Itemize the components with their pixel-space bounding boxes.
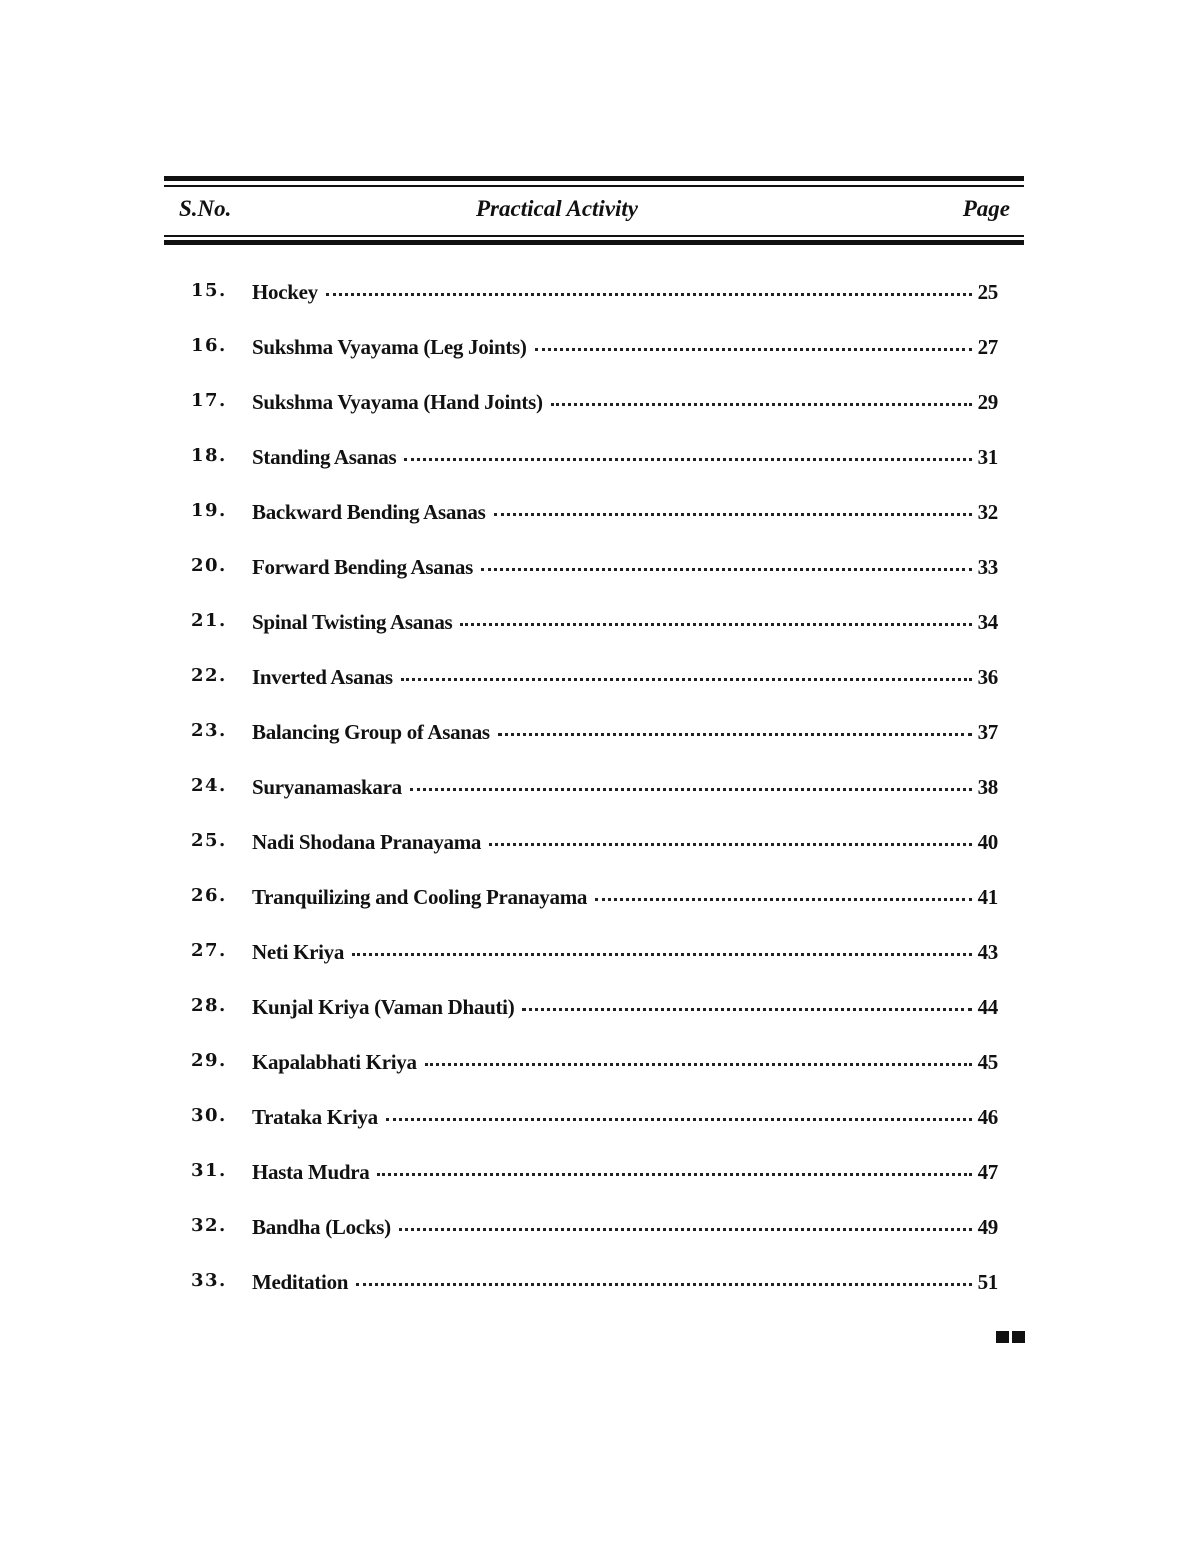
toc-entry-title: Sukshma Vyayama (Hand Joints): [252, 390, 543, 414]
toc-entry-page: 47: [977, 1160, 998, 1184]
table-of-contents: [0, 272, 1200, 1317]
toc-dot-leader: [386, 1118, 972, 1121]
toc-entry-page: 51: [977, 1270, 998, 1294]
toc-dot-leader: [401, 678, 972, 681]
toc-entry-title: Neti Kriya: [252, 940, 345, 964]
toc-entry: [0, 932, 1200, 987]
toc-entry-number: 22.: [191, 665, 227, 686]
toc-entry-line: [252, 280, 998, 305]
toc-entry: [0, 877, 1200, 932]
toc-entry-title: Forward Bending Asanas: [252, 555, 473, 579]
toc-entry-title: Inverted Asanas: [252, 665, 393, 689]
toc-dot-leader: [356, 1283, 971, 1286]
toc-entry: [0, 327, 1200, 382]
toc-dot-leader: [481, 568, 972, 571]
toc-entry-line: [252, 885, 998, 910]
toc-entry: [0, 987, 1200, 1042]
toc-entry-line: [252, 995, 998, 1020]
toc-entry-line: [252, 665, 998, 690]
header-page: Page: [962, 196, 1010, 221]
toc-entry-page: 36: [977, 665, 998, 689]
end-mark-square: [1012, 1331, 1025, 1343]
toc-entry: [0, 767, 1200, 822]
end-of-section-mark: [996, 1331, 1025, 1343]
toc-entry-page: 45: [977, 1050, 998, 1074]
toc-entry-title: Meditation: [252, 1270, 349, 1294]
toc-entry: [0, 1207, 1200, 1262]
toc-entry-page: 25: [977, 280, 998, 304]
toc-entry-title: Trataka Kriya: [252, 1105, 378, 1129]
toc-entry: [0, 1152, 1200, 1207]
toc-entry-title: Kapalabhati Kriya: [252, 1050, 417, 1074]
toc-dot-leader: [522, 1008, 971, 1011]
toc-entry-line: [252, 775, 998, 800]
toc-entry-number: 23.: [191, 720, 227, 741]
toc-entry-page: 38: [977, 775, 998, 799]
toc-entry: [0, 1042, 1200, 1097]
toc-dot-leader: [460, 623, 971, 626]
toc-entry: [0, 712, 1200, 767]
toc-entry-line: [252, 1270, 998, 1295]
toc-entry-title: Bandha (Locks): [252, 1215, 391, 1239]
toc-entry-page: 27: [977, 335, 998, 359]
toc-dot-leader: [551, 403, 972, 406]
toc-entry-title: Sukshma Vyayama (Leg Joints): [252, 335, 527, 359]
toc-entry: [0, 1262, 1200, 1317]
toc-entry-title: Suryanamaskara: [252, 775, 402, 799]
toc-entry-page: 34: [977, 610, 998, 634]
header-practical-activity: Practical Activity: [476, 196, 639, 221]
toc-entry-line: [252, 720, 998, 745]
toc-entry-number: 33.: [191, 1270, 227, 1291]
header-rule-bottom-thin: [164, 235, 1024, 237]
toc-entry-number: 24.: [191, 775, 227, 796]
toc-entry-title: Hasta Mudra: [252, 1160, 370, 1184]
toc-entry-page: 41: [977, 885, 998, 909]
toc-dot-leader: [399, 1228, 972, 1231]
toc-entry-number: 30.: [191, 1105, 227, 1126]
toc-entry-line: [252, 445, 998, 470]
toc-entry-page: 31: [977, 445, 998, 469]
toc-dot-leader: [425, 1063, 972, 1066]
toc-entry: [0, 822, 1200, 877]
toc-dot-leader: [410, 788, 972, 791]
toc-entry-number: 27.: [191, 940, 227, 961]
toc-entry-title: Balancing Group of Asanas: [252, 720, 490, 744]
toc-dot-leader: [352, 953, 972, 956]
toc-entry-number: 18.: [191, 445, 227, 466]
toc-entry: [0, 547, 1200, 602]
header-serial-number: S.No.: [179, 196, 232, 221]
toc-entry-number: 28.: [191, 995, 227, 1016]
toc-entry-title: Tranquilizing and Cooling Pranayama: [252, 885, 588, 909]
toc-dot-leader: [498, 733, 972, 736]
toc-entry: [0, 272, 1200, 327]
toc-entry-line: [252, 1160, 998, 1185]
header-rule-top-thin: [164, 185, 1024, 187]
toc-entry-number: 15.: [191, 280, 227, 301]
toc-entry-page: 33: [977, 555, 998, 579]
toc-entry-page: 43: [977, 940, 998, 964]
toc-entry: [0, 657, 1200, 712]
toc-dot-leader: [494, 513, 972, 516]
toc-entry: [0, 492, 1200, 547]
toc-entry-page: 46: [977, 1105, 998, 1129]
toc-dot-leader: [377, 1173, 971, 1176]
header-rule-top-thick: [164, 176, 1024, 181]
toc-entry-number: 29.: [191, 1050, 227, 1071]
toc-dot-leader: [595, 898, 972, 901]
header-rule-bottom-thick: [164, 240, 1024, 245]
toc-entry-number: 20.: [191, 555, 227, 576]
toc-entry-page: 32: [977, 500, 998, 524]
end-mark-square: [996, 1331, 1009, 1343]
toc-dot-leader: [404, 458, 971, 461]
toc-entry-title: Spinal Twisting Asanas: [252, 610, 453, 634]
toc-dot-leader: [489, 843, 971, 846]
toc-entry-number: 19.: [191, 500, 227, 521]
toc-entry-page: 40: [977, 830, 998, 854]
toc-entry-number: 16.: [191, 335, 227, 356]
toc-entry-title: Kunjal Kriya (Vaman Dhauti): [252, 995, 515, 1019]
toc-entry-title: Nadi Shodana Pranayama: [252, 830, 482, 854]
toc-entry-line: [252, 1215, 998, 1240]
toc-entry: [0, 1097, 1200, 1152]
toc-entry: [0, 382, 1200, 437]
toc-dot-leader: [326, 293, 972, 296]
table-header: [164, 194, 1024, 228]
toc-entry-line: [252, 335, 998, 360]
toc-entry-number: 17.: [191, 390, 227, 411]
toc-entry-title: Backward Bending Asanas: [252, 500, 486, 524]
toc-entry-page: 29: [977, 390, 998, 414]
toc-entry-page: 37: [977, 720, 998, 744]
toc-entry-number: 21.: [191, 610, 227, 631]
toc-entry-number: 32.: [191, 1215, 227, 1236]
toc-entry-page: 49: [977, 1215, 998, 1239]
toc-entry-line: [252, 500, 998, 525]
toc-entry-line: [252, 1105, 998, 1130]
toc-entry-page: 44: [977, 995, 998, 1019]
toc-entry-line: [252, 390, 998, 415]
toc-dot-leader: [535, 348, 972, 351]
toc-entry-title: Standing Asanas: [252, 445, 397, 469]
toc-entry: [0, 602, 1200, 657]
toc-entry-number: 26.: [191, 885, 227, 906]
toc-entry-line: [252, 830, 998, 855]
toc-entry-title: Hockey: [252, 280, 318, 304]
toc-entry-line: [252, 555, 998, 580]
toc-entry-line: [252, 1050, 998, 1075]
toc-entry-number: 31.: [191, 1160, 227, 1181]
toc-entry-line: [252, 610, 998, 635]
toc-entry-line: [252, 940, 998, 965]
toc-entry: [0, 437, 1200, 492]
toc-entry-number: 25.: [191, 830, 227, 851]
